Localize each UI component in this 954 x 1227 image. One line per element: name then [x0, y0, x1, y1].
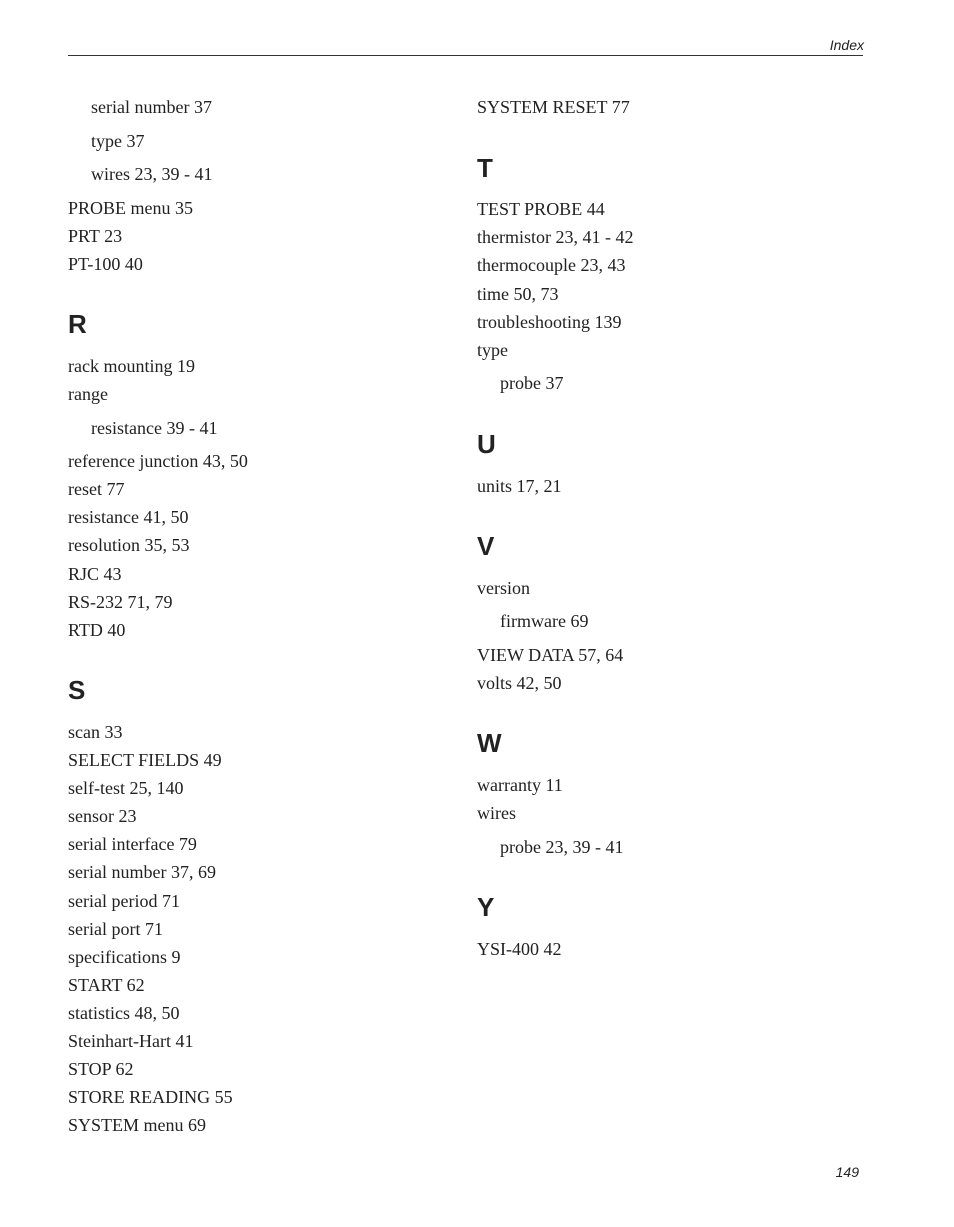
index-entry: STORE READING 55 [68, 1087, 233, 1107]
index-entry: serial interface 79 [68, 834, 197, 854]
index-subentry: firmware 69 [500, 611, 589, 631]
index-entry: STOP 62 [68, 1059, 134, 1079]
index-entry: TEST PROBE 44 [477, 199, 605, 219]
index-subentry: type 37 [91, 131, 145, 151]
index-entry: volts 42, 50 [477, 673, 562, 693]
index-entry: PRT 23 [68, 226, 123, 246]
index-entry: time 50, 73 [477, 284, 559, 304]
index-entry: warranty 11 [477, 775, 563, 795]
index-entry: YSI-400 42 [477, 939, 562, 959]
index-entry: range [68, 384, 108, 404]
index-entry: type [477, 340, 508, 360]
section-letter-w: W [477, 728, 502, 758]
index-subentry: serial number 37 [91, 97, 212, 117]
header-rule [68, 55, 863, 56]
section-letter-v: V [477, 531, 495, 561]
section-letter-y: Y [477, 892, 495, 922]
index-entry: PROBE menu 35 [68, 198, 194, 218]
index-subentry: probe 23, 39 - 41 [500, 837, 624, 857]
section-letter-t: T [477, 153, 493, 183]
index-entry: serial period 71 [68, 891, 180, 911]
index-entry: RTD 40 [68, 620, 126, 640]
index-entry: START 62 [68, 975, 145, 995]
index-entry: RS-232 71, 79 [68, 592, 173, 612]
index-entry: statistics 48, 50 [68, 1003, 180, 1023]
index-entry: resolution 35, 53 [68, 535, 190, 555]
index-entry: SYSTEM RESET 77 [477, 97, 630, 117]
index-entry: scan 33 [68, 722, 123, 742]
index-entry: version [477, 578, 530, 598]
index-entry: self-test 25, 140 [68, 778, 184, 798]
index-subentry: wires 23, 39 - 41 [91, 164, 213, 184]
section-letter-r: R [68, 309, 87, 339]
page-number: 149 [835, 1164, 859, 1180]
running-header: Index [829, 37, 864, 53]
index-entry: serial number 37, 69 [68, 862, 216, 882]
index-subentry: resistance 39 - 41 [91, 418, 218, 438]
index-entry: troubleshooting 139 [477, 312, 622, 332]
index-entry: units 17, 21 [477, 476, 562, 496]
section-letter-s: S [68, 675, 86, 705]
index-entry: sensor 23 [68, 806, 137, 826]
index-entry: thermistor 23, 41 - 42 [477, 227, 634, 247]
index-entry: reset 77 [68, 479, 125, 499]
index-entry: RJC 43 [68, 564, 122, 584]
index-entry: resistance 41, 50 [68, 507, 189, 527]
section-letter-u: U [477, 429, 496, 459]
index-entry: reference junction 43, 50 [68, 451, 248, 471]
index-entry: thermocouple 23, 43 [477, 255, 626, 275]
index-entry: wires [477, 803, 516, 823]
index-entry: rack mounting 19 [68, 356, 195, 376]
index-entry: specifications 9 [68, 947, 181, 967]
index-entry: SYSTEM menu 69 [68, 1115, 207, 1135]
index-entry: Steinhart-Hart 41 [68, 1031, 194, 1051]
index-subentry: probe 37 [500, 373, 564, 393]
index-entry: SELECT FIELDS 49 [68, 750, 222, 770]
index-entry: serial port 71 [68, 919, 163, 939]
index-entry: VIEW DATA 57, 64 [477, 645, 624, 665]
index-entry: PT-100 40 [68, 254, 143, 274]
